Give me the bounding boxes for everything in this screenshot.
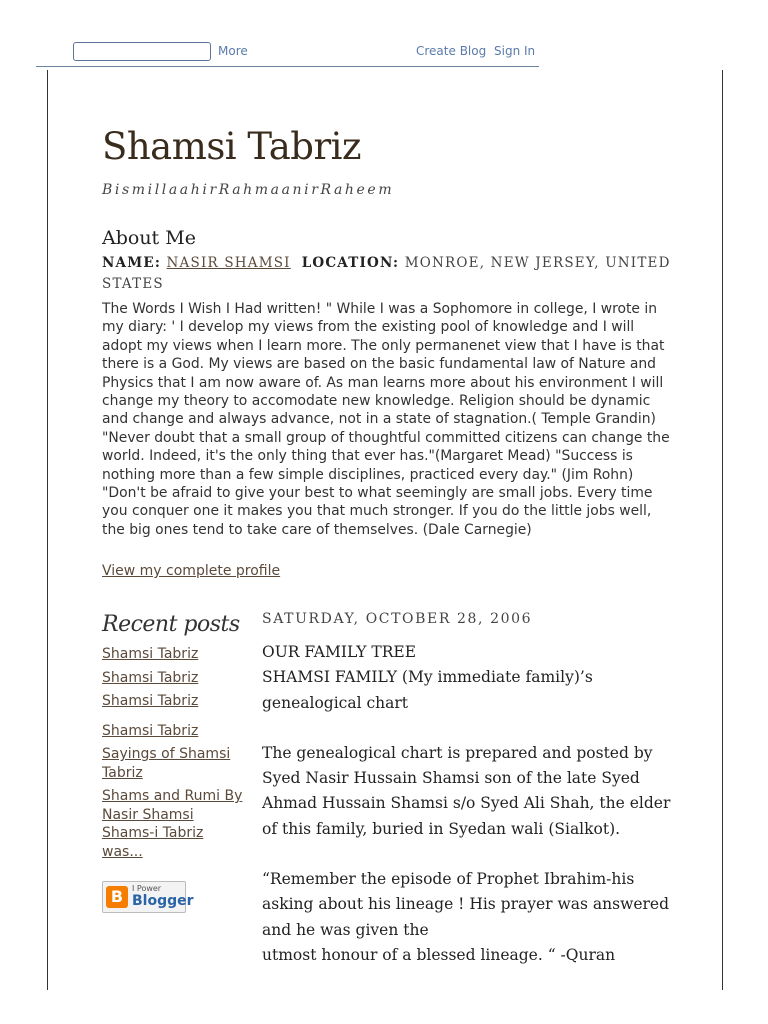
view-profile-link[interactable]: View my complete profile: [102, 563, 281, 579]
about-me-text: The Words I Wish I Had written! " While I was a Sophomore in college, I wrote in my diary: ' I develop my views from the existing pool of knowledge and I will adopt my views when I learn more. The only permanenet view that I have is that there is a God. My views are based on the basic fundamental law of Nature and Physics that I am now aware of. As man learns more about his environment I will change my theory to accomodate new knowledge. Religion should be dynamic and change and always advance, not in a state of stagnation.( Temple Grandin) "Never doubt that a small group of thoughtful committed citizens can change the world. Indeed, it's the only thing that ever has."(Margaret Mead) "Success is nothing more than a few simple disciplines, practiced every day." (Jim Rohn) "Don't be afraid to give your best to what seemingly are small jobs. Every time you conquer one it makes you that much stronger. If you do the little jobs well, the big ones tend to take care of themselves. (Dale Carnegie): [102, 301, 670, 538]
post-paragraph: “Remember the episode of Prophet Ibrahim-his asking about his lineage ! His prayer was answered and he was given the: [262, 870, 670, 939]
list-item: [102, 745, 247, 782]
recent-post-link[interactable]: Shamsi Tabriz: [102, 722, 199, 739]
list-item: [102, 669, 247, 688]
post-paragraph: OUR FAMILY TREE: [262, 643, 417, 661]
post-paragraph: The genealogical chart is prepared and posted by Syed Nasir Hussain Shamsi son of the late Syed Ahmad Hussain Shamsi s/o Syed Ali Shah, the elder of this family, buried in Syedan wali (Sialkot).: [262, 743, 671, 838]
post-paragraph: SHAMSI FAMILY (My immediate family)’s genealogical chart: [262, 668, 593, 712]
list-item: [102, 692, 247, 711]
blogger-logo-icon: B: [106, 886, 128, 908]
badge-small-text: I Power: [132, 884, 162, 893]
blog-title[interactable]: Shamsi Tabriz: [102, 125, 361, 168]
location-value: MONROE, NEW JERSEY, UNITED STATES: [102, 255, 671, 292]
post-date-header: SATURDAY, OCTOBER 28, 2006: [262, 611, 533, 627]
sign-in-link[interactable]: Sign In: [494, 44, 536, 58]
blogger-navbar: [36, 38, 539, 67]
content-frame-right-border: [722, 70, 723, 990]
paragraph-gap: [262, 716, 682, 741]
blog-description: BismillaahirRahmaanirRaheem: [102, 182, 395, 198]
powered-by-blogger-badge[interactable]: [102, 881, 194, 913]
recent-posts-list: [102, 645, 247, 861]
list-item: [102, 787, 247, 861]
recent-post-link[interactable]: Shamsi Tabriz: [102, 646, 199, 662]
search-input[interactable]: [73, 42, 211, 61]
location-label: LOCATION:: [301, 255, 400, 271]
recent-post-link[interactable]: Shamsi Tabriz: [102, 693, 199, 709]
about-me-heading: About Me: [102, 227, 196, 249]
recent-post-link[interactable]: Sayings of Shamsi Tabriz: [102, 746, 231, 781]
profile-info: [102, 253, 672, 295]
badge-big-text: Blogger: [132, 893, 194, 909]
profile-name-link[interactable]: NASIR SHAMSI: [166, 255, 291, 271]
recent-post-link[interactable]: Shams and Rumi By Nasir Shamsi Shams-i Tabriz was...: [102, 788, 243, 860]
post-body: [262, 640, 682, 968]
create-blog-link[interactable]: Create Blog: [416, 44, 487, 58]
paragraph-gap: [262, 842, 682, 867]
name-label: NAME:: [102, 255, 162, 271]
content-frame-left-border: [47, 70, 48, 990]
recent-posts-heading: Recent posts: [102, 612, 240, 637]
recent-post-link[interactable]: Shamsi Tabriz: [102, 669, 199, 686]
list-item: [102, 722, 247, 741]
list-item: [102, 645, 247, 664]
post-paragraph: utmost honour of a blessed lineage. “ -Quran: [262, 945, 616, 964]
more-link[interactable]: More: [218, 44, 248, 58]
